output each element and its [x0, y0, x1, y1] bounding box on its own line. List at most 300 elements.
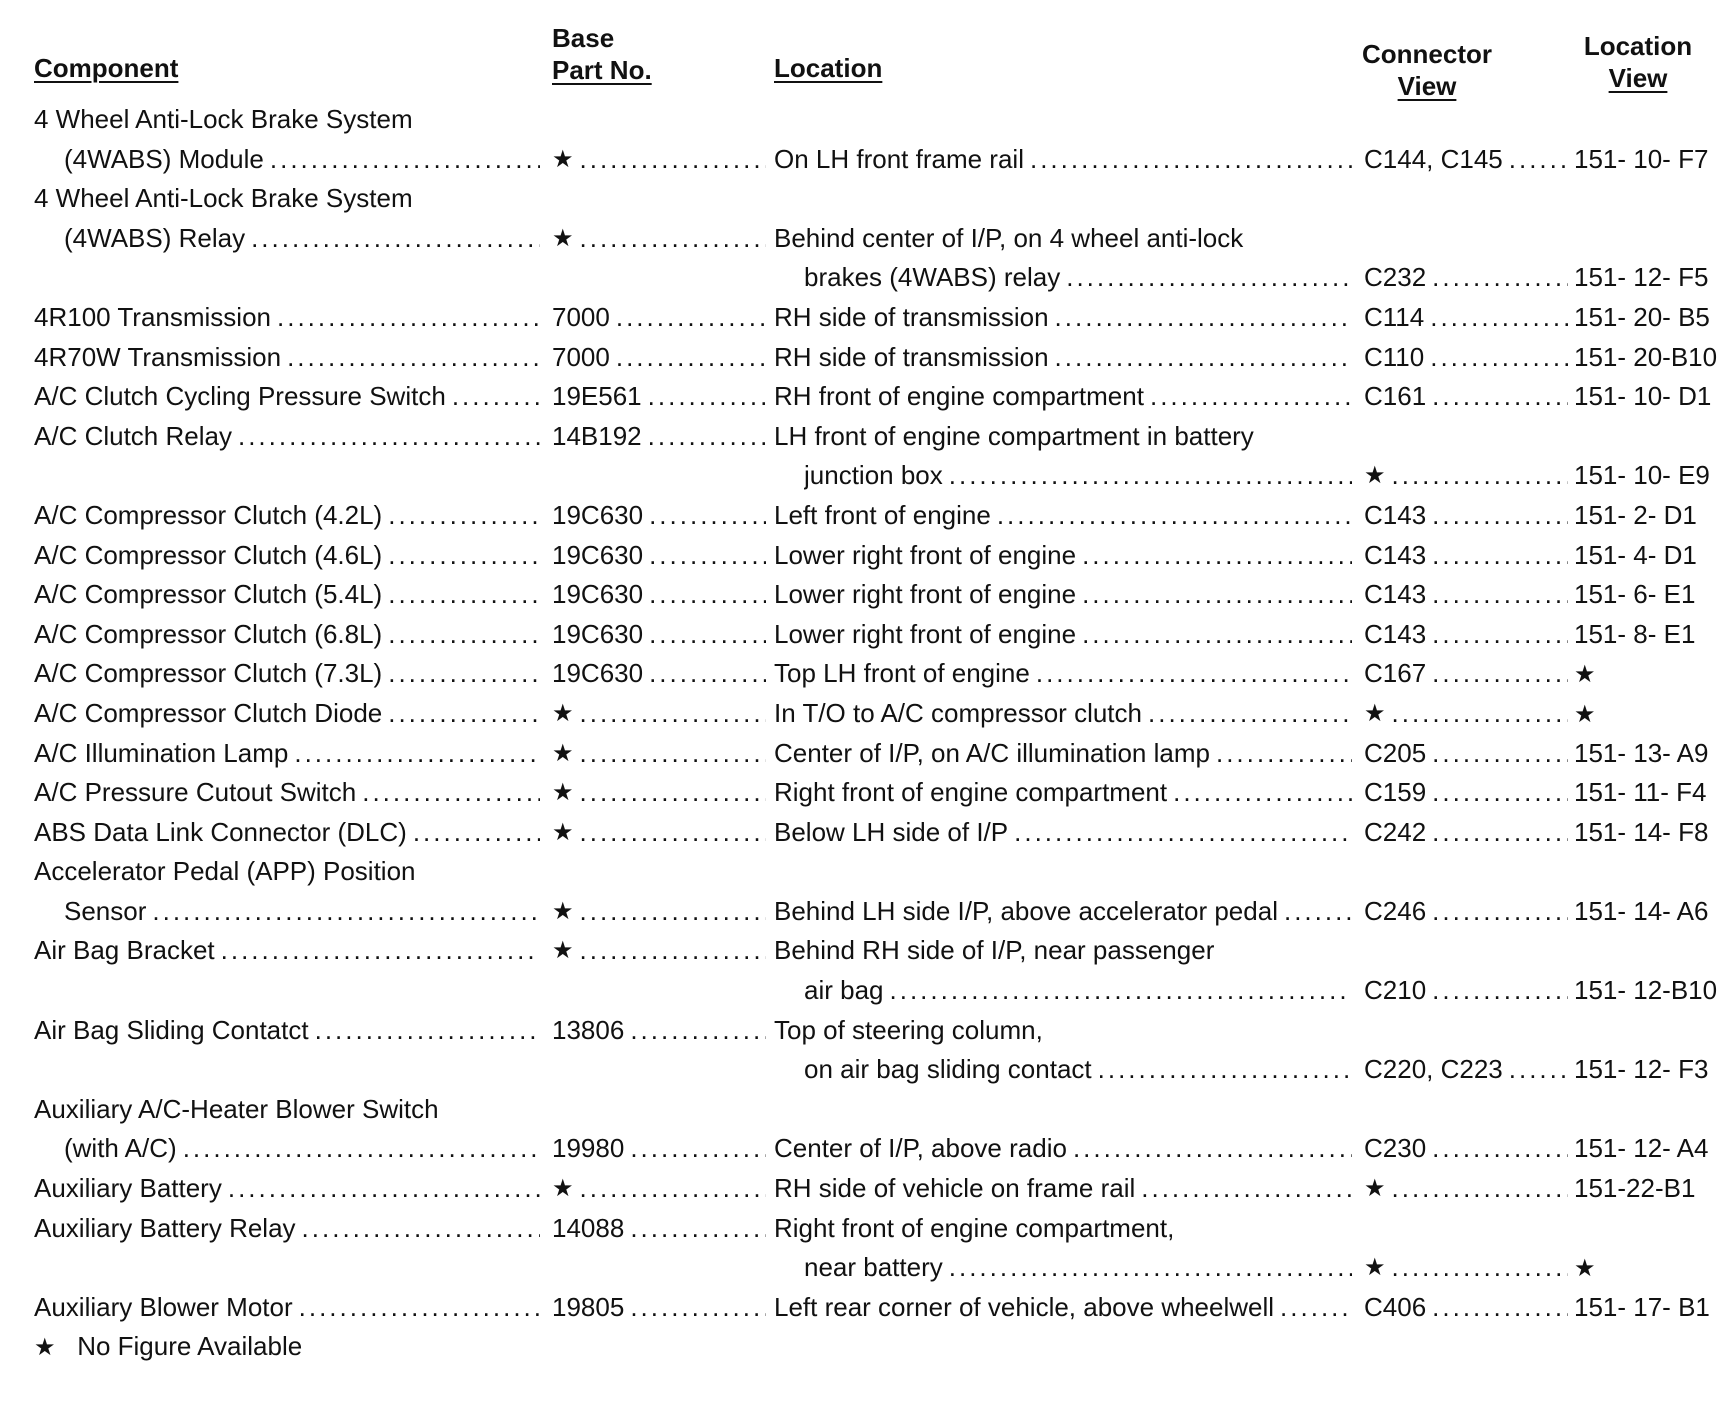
dot-leader: [1509, 1050, 1568, 1090]
component-cell: [34, 1169, 540, 1209]
location-cell-text: RH front of engine compartment: [774, 381, 1144, 412]
component-cell-text: (4WABS) Module: [64, 143, 264, 174]
connector-view-cell-text: C406: [1364, 1291, 1427, 1322]
component-cell-text: 4 Wheel Anti-Lock Brake System: [34, 104, 413, 134]
location-cell: [774, 1209, 1352, 1249]
dot-leader: [1392, 694, 1568, 734]
table-row: [0, 536, 1722, 576]
location-view-cell: [1574, 1129, 1722, 1169]
dot-leader: [1432, 813, 1568, 853]
dot-leader: [630, 1288, 766, 1328]
dot-leader: [183, 1129, 540, 1169]
part-number-cell-text: ★: [552, 818, 574, 846]
table-row: [0, 338, 1722, 378]
table-row: [0, 1011, 1722, 1051]
location-cell: [774, 615, 1352, 655]
component-cell: [34, 338, 540, 378]
location-view-cell: [1574, 773, 1722, 813]
part-number-cell-text: 19C630: [552, 499, 644, 530]
location-view-cell-text: 151- 2- D1: [1574, 499, 1697, 530]
dot-leader: [388, 496, 540, 536]
location-cell-text: Lower right front of engine: [774, 579, 1077, 610]
part-number-cell: [552, 417, 766, 457]
part-number-cell-text: ★: [552, 779, 574, 807]
connector-view-cell: [1364, 892, 1568, 932]
part-number-cell: [552, 140, 766, 180]
dot-leader: [299, 1288, 540, 1328]
location-cell: [774, 536, 1352, 576]
connector-view-cell: [1364, 338, 1568, 378]
dot-leader: [1082, 575, 1352, 615]
location-cell-text: Below LH side of I/P: [774, 816, 1009, 847]
part-number-cell-text: ★: [552, 937, 574, 965]
header-connector-line2: View: [1397, 71, 1457, 101]
connector-view-cell: [1364, 734, 1568, 774]
part-number-cell: [552, 1209, 766, 1249]
connector-view-cell-text: C144, C145: [1364, 143, 1503, 174]
dot-leader: [580, 892, 766, 932]
component-cell-text: A/C Pressure Cutout Switch: [34, 777, 357, 808]
part-number-cell: [552, 1129, 766, 1169]
location-view-cell: [1574, 258, 1722, 298]
part-number-cell: [552, 734, 766, 774]
location-view-cell-text: 151- 20-B10: [1574, 341, 1718, 372]
header-component: [34, 52, 178, 84]
location-view-cell: [1574, 654, 1722, 694]
location-view-cell-text: ★: [1574, 1255, 1596, 1283]
component-cell: [34, 931, 540, 971]
dot-leader: [294, 734, 540, 774]
location-cell: [774, 219, 1352, 259]
connector-view-cell-text: C143: [1364, 618, 1427, 649]
component-cell-text: Sensor: [64, 895, 147, 926]
dot-leader: [388, 615, 540, 655]
dot-leader: [1430, 298, 1568, 338]
part-number-cell: [552, 536, 766, 576]
location-cell-text: brakes (4WABS) relay: [804, 262, 1061, 293]
connector-view-cell-text: ★: [1364, 462, 1386, 490]
table-row: [0, 1288, 1722, 1328]
connector-view-cell-text: C246: [1364, 895, 1427, 926]
component-cell: [64, 892, 540, 932]
component-cell: [34, 694, 540, 734]
location-view-cell: [1574, 694, 1722, 734]
part-number-cell: [552, 931, 766, 971]
part-number-cell: [552, 615, 766, 655]
location-cell: [774, 773, 1352, 813]
dot-leader: [580, 734, 766, 774]
location-cell: [774, 1169, 1352, 1209]
component-cell-text: Auxiliary Battery: [34, 1173, 222, 1204]
table-row: [0, 100, 1722, 140]
dot-leader: [1014, 813, 1352, 853]
header-location-view-line2: View: [1608, 63, 1668, 93]
header-base-part-line2: Part No.: [552, 55, 652, 85]
dot-leader: [1432, 892, 1568, 932]
header-base-part-line1: Base: [552, 23, 615, 53]
component-cell-text: Air Bag Sliding Contatct: [34, 1014, 309, 1045]
component-cell-text: A/C Compressor Clutch (7.3L): [34, 658, 383, 689]
location-cell-text: Center of I/P, above radio: [774, 1133, 1067, 1164]
location-cell: [774, 694, 1352, 734]
dot-leader: [251, 219, 540, 259]
location-view-cell: [1574, 338, 1722, 378]
component-cell-text: 4R100 Transmission: [34, 301, 271, 332]
location-cell: [804, 1050, 1352, 1090]
location-cell: [774, 654, 1352, 694]
connector-view-cell-text: C161: [1364, 381, 1427, 412]
location-view-cell-text: 151- 14- A6: [1574, 895, 1709, 926]
connector-view-cell: [1364, 1248, 1568, 1288]
table-row: [0, 496, 1722, 536]
component-cell: [64, 219, 540, 259]
part-number-cell-text: ★: [552, 897, 574, 925]
connector-view-cell: [1364, 298, 1568, 338]
dot-leader: [1432, 377, 1568, 417]
connector-view-cell-text: ★: [1364, 1175, 1386, 1203]
part-number-cell: [552, 773, 766, 813]
part-number-cell: [552, 1169, 766, 1209]
component-cell-text: A/C Compressor Clutch (4.6L): [34, 539, 383, 570]
component-cell: [64, 1129, 540, 1169]
connector-view-cell-text: C230: [1364, 1133, 1427, 1164]
component-cell: [34, 654, 540, 694]
connector-view-cell-text: C232: [1364, 262, 1427, 293]
location-view-cell-text: ★: [1574, 700, 1596, 728]
part-number-cell-text: 19805: [552, 1291, 625, 1322]
component-cell-text: A/C Compressor Clutch (5.4L): [34, 579, 383, 610]
dot-leader: [1432, 971, 1568, 1011]
location-view-cell: [1574, 734, 1722, 774]
location-cell-text: Behind LH side I/P, above accelerator pedal: [774, 895, 1278, 926]
component-cell: [34, 575, 540, 615]
dot-leader: [580, 219, 766, 259]
part-number-cell-text: 7000: [552, 341, 610, 372]
location-cell: [774, 813, 1352, 853]
part-number-cell: [552, 575, 766, 615]
dot-leader: [1173, 773, 1352, 813]
table-row: [0, 931, 1722, 971]
location-view-cell: [1574, 496, 1722, 536]
dot-leader: [315, 1011, 540, 1051]
location-view-cell-text: 151- 12-B10: [1574, 975, 1718, 1006]
location-cell-text: On LH front frame rail: [774, 143, 1024, 174]
table-row: [0, 615, 1722, 655]
location-cell-text: Center of I/P, on A/C illumination lamp: [774, 737, 1210, 768]
location-view-cell-text: 151- 14- F8: [1574, 816, 1709, 847]
dot-leader: [1392, 456, 1568, 496]
dot-leader: [580, 773, 766, 813]
component-cell-text: A/C Compressor Clutch (4.2L): [34, 499, 383, 530]
location-cell-text: near battery: [804, 1252, 943, 1283]
dot-leader: [1392, 1169, 1568, 1209]
connector-view-cell-text: C205: [1364, 737, 1427, 768]
location-view-cell: [1574, 813, 1722, 853]
location-cell-text: RH side of transmission: [774, 341, 1049, 372]
location-cell-text: Top LH front of engine: [774, 658, 1030, 689]
part-number-cell-text: 14088: [552, 1212, 625, 1243]
connector-view-cell-text: ★: [1364, 1254, 1386, 1282]
dot-leader: [302, 1209, 540, 1249]
component-cell-text: A/C Illumination Lamp: [34, 737, 289, 768]
location-cell-text: In T/O to A/C compressor clutch: [774, 697, 1142, 728]
location-view-cell: [1574, 1248, 1722, 1288]
location-view-cell: [1574, 1050, 1722, 1090]
location-cell-text: Top of steering column,: [774, 1014, 1043, 1045]
connector-view-cell: [1364, 694, 1568, 734]
header-location-view: [1568, 30, 1708, 94]
dot-leader: [388, 694, 540, 734]
part-number-cell-text: 19C630: [552, 539, 644, 570]
dot-leader: [277, 298, 540, 338]
table-row: [0, 694, 1722, 734]
component-cell-text: Auxiliary Blower Motor: [34, 1291, 293, 1322]
component-cell: [34, 1011, 540, 1051]
location-cell-text: Right front of engine compartment,: [774, 1212, 1175, 1243]
location-cell-text: Behind center of I/P, on 4 wheel anti-lock: [774, 222, 1244, 253]
dot-leader: [616, 298, 766, 338]
header-connector-view: [1352, 38, 1502, 102]
connector-view-cell: [1364, 575, 1568, 615]
component-cell: [34, 179, 540, 219]
location-view-cell-text: 151- 10- F7: [1574, 143, 1709, 174]
part-number-cell: [552, 1011, 766, 1051]
location-cell: [774, 892, 1352, 932]
connector-view-cell-text: C143: [1364, 499, 1427, 530]
component-cell: [34, 496, 540, 536]
header-location-view-line1: Location: [1583, 31, 1693, 61]
location-cell-text: LH front of engine compartment in battery: [774, 420, 1254, 451]
table-row: [0, 654, 1722, 694]
part-number-cell-text: ★: [552, 145, 574, 173]
component-cell: [34, 1209, 540, 1249]
part-number-cell-text: 19C630: [552, 579, 644, 610]
location-view-cell-text: 151- 12- F5: [1574, 262, 1709, 293]
dot-leader: [238, 417, 540, 457]
table-row: [0, 773, 1722, 813]
component-cell: [34, 813, 540, 853]
dot-leader: [649, 496, 766, 536]
location-view-cell-text: 151- 4- D1: [1574, 539, 1697, 570]
location-view-cell-text: 151- 6- E1: [1574, 579, 1696, 610]
location-cell: [774, 298, 1352, 338]
table-row: [0, 1050, 1722, 1090]
component-cell: [34, 852, 540, 892]
location-cell: [774, 734, 1352, 774]
component-cell: [34, 773, 540, 813]
dot-leader: [1432, 496, 1568, 536]
dot-leader: [270, 140, 540, 180]
dot-leader: [388, 536, 540, 576]
component-table: [0, 100, 1722, 1327]
dot-leader: [152, 892, 540, 932]
location-cell-text: Left front of engine: [774, 499, 991, 530]
location-view-cell-text: 151- 10- D1: [1574, 381, 1712, 412]
part-number-cell: [552, 813, 766, 853]
component-cell-text: Auxiliary Battery Relay: [34, 1212, 296, 1243]
component-cell-text: Auxiliary A/C-Heater Blower Switch: [34, 1093, 439, 1124]
location-view-cell: [1574, 1288, 1722, 1328]
location-cell: [774, 931, 1352, 971]
table-row: [0, 140, 1722, 180]
part-number-cell: [552, 892, 766, 932]
component-cell-text: A/C Clutch Relay: [34, 420, 232, 451]
header-location: [774, 52, 882, 84]
location-view-cell-text: 151- 20- B5: [1574, 301, 1710, 332]
location-cell: [774, 338, 1352, 378]
location-view-cell: [1574, 575, 1722, 615]
dot-leader: [1066, 258, 1352, 298]
star-icon: ★: [34, 1334, 56, 1361]
dot-leader: [1055, 298, 1352, 338]
table-row: [0, 258, 1722, 298]
dot-leader: [1098, 1050, 1352, 1090]
location-view-cell-text: 151- 17- B1: [1574, 1291, 1710, 1322]
part-number-cell: [552, 377, 766, 417]
part-number-cell: [552, 694, 766, 734]
location-cell-text: Left rear corner of vehicle, above wheelwell: [774, 1291, 1275, 1322]
dot-leader: [1141, 1169, 1352, 1209]
dot-leader: [649, 654, 766, 694]
component-cell-text: A/C Compressor Clutch (6.8L): [34, 618, 383, 649]
footnote-text: No Figure Available: [77, 1331, 303, 1361]
connector-view-cell-text: C210: [1364, 975, 1427, 1006]
location-view-cell-text: 151- 8- E1: [1574, 618, 1696, 649]
location-view-cell-text: 151- 12- A4: [1574, 1133, 1709, 1164]
connector-view-cell: [1364, 773, 1568, 813]
dot-leader: [890, 971, 1353, 1011]
connector-view-cell: [1364, 496, 1568, 536]
dot-leader: [1036, 654, 1352, 694]
part-number-cell-text: 7000: [552, 301, 610, 332]
dot-leader: [1280, 1288, 1352, 1328]
location-view-cell-text: ★: [1574, 661, 1596, 689]
connector-view-cell-text: C220, C223: [1364, 1054, 1503, 1085]
table-row: [0, 179, 1722, 219]
part-number-cell-text: 13806: [552, 1014, 625, 1045]
location-cell-text: RH side of vehicle on frame rail: [774, 1173, 1136, 1204]
location-view-cell: [1574, 615, 1722, 655]
dot-leader: [388, 575, 540, 615]
component-cell-text: (with A/C): [64, 1133, 177, 1164]
dot-leader: [1509, 140, 1568, 180]
header-component-label: Component: [34, 53, 179, 83]
component-cell: [34, 100, 540, 140]
part-number-cell-text: 19C630: [552, 658, 644, 689]
part-number-cell-text: ★: [552, 1175, 574, 1203]
dot-leader: [1055, 338, 1352, 378]
connector-view-cell: [1364, 140, 1568, 180]
connector-view-cell-text: C242: [1364, 816, 1427, 847]
connector-view-cell: [1364, 971, 1568, 1011]
component-cell: [34, 377, 540, 417]
location-cell: [774, 417, 1352, 457]
connector-view-cell: [1364, 456, 1568, 496]
location-view-cell: [1574, 140, 1722, 180]
dot-leader: [287, 338, 540, 378]
dot-leader: [649, 575, 766, 615]
dot-leader: [1432, 258, 1568, 298]
component-cell: [34, 298, 540, 338]
dot-leader: [1284, 892, 1352, 932]
table-row: [0, 1169, 1722, 1209]
table-row: [0, 377, 1722, 417]
connector-view-cell: [1364, 615, 1568, 655]
header-connector-line1: Connector: [1362, 39, 1492, 69]
dot-leader: [1392, 1248, 1568, 1288]
component-cell-text: A/C Compressor Clutch Diode: [34, 697, 383, 728]
connector-view-cell-text: C143: [1364, 579, 1427, 610]
location-cell: [804, 258, 1352, 298]
location-cell: [804, 456, 1352, 496]
dot-leader: [388, 654, 540, 694]
dot-leader: [1082, 536, 1352, 576]
footnote: [34, 1326, 302, 1368]
dot-leader: [580, 1169, 766, 1209]
location-cell-text: air bag: [804, 975, 884, 1006]
component-cell: [34, 1090, 540, 1130]
location-cell-text: RH side of transmission: [774, 301, 1049, 332]
location-cell-text: Lower right front of engine: [774, 618, 1077, 649]
part-number-cell-text: 14B192: [552, 420, 642, 451]
dot-leader: [630, 1011, 766, 1051]
connector-view-cell-text: C159: [1364, 777, 1427, 808]
connector-view-cell-text: C167: [1364, 658, 1427, 689]
dot-leader: [1432, 536, 1568, 576]
part-number-cell-text: ★: [552, 224, 574, 252]
table-row: [0, 813, 1722, 853]
location-cell: [774, 496, 1352, 536]
location-view-cell-text: 151- 11- F4: [1574, 777, 1707, 808]
location-view-cell-text: 151-22-B1: [1574, 1173, 1696, 1204]
component-cell-text: Accelerator Pedal (APP) Position: [34, 856, 416, 887]
dot-leader: [1432, 773, 1568, 813]
table-row: [0, 892, 1722, 932]
header-base-part: [552, 22, 652, 86]
table-row: [0, 1129, 1722, 1169]
component-cell: [64, 140, 540, 180]
connector-view-cell: [1364, 1169, 1568, 1209]
table-row: [0, 417, 1722, 457]
component-cell-text: (4WABS) Relay: [64, 222, 246, 253]
table-row: [0, 456, 1722, 496]
table-row: [0, 1248, 1722, 1288]
location-cell-text: Lower right front of engine: [774, 539, 1077, 570]
dot-leader: [1073, 1129, 1352, 1169]
table-row: [0, 734, 1722, 774]
component-cell-text: 4R70W Transmission: [34, 341, 282, 372]
component-cell-text: 4 Wheel Anti-Lock Brake System: [34, 183, 413, 214]
dot-leader: [1432, 654, 1568, 694]
table-row: [0, 852, 1722, 892]
connector-view-cell-text: C143: [1364, 539, 1427, 570]
location-view-cell-text: 151- 12- F3: [1574, 1054, 1709, 1085]
dot-leader: [413, 813, 540, 853]
location-view-cell: [1574, 377, 1722, 417]
table-row: [0, 219, 1722, 259]
part-number-cell-text: ★: [552, 699, 574, 727]
part-number-cell: [552, 654, 766, 694]
location-cell-text: on air bag sliding contact: [804, 1054, 1092, 1085]
part-number-cell-text: ★: [552, 739, 574, 767]
component-cell: [34, 417, 540, 457]
dot-leader: [1216, 734, 1352, 774]
dot-leader: [580, 140, 766, 180]
location-view-cell-text: 151- 13- A9: [1574, 737, 1709, 768]
location-cell: [804, 1248, 1352, 1288]
location-view-cell: [1574, 892, 1722, 932]
dot-leader: [997, 496, 1352, 536]
